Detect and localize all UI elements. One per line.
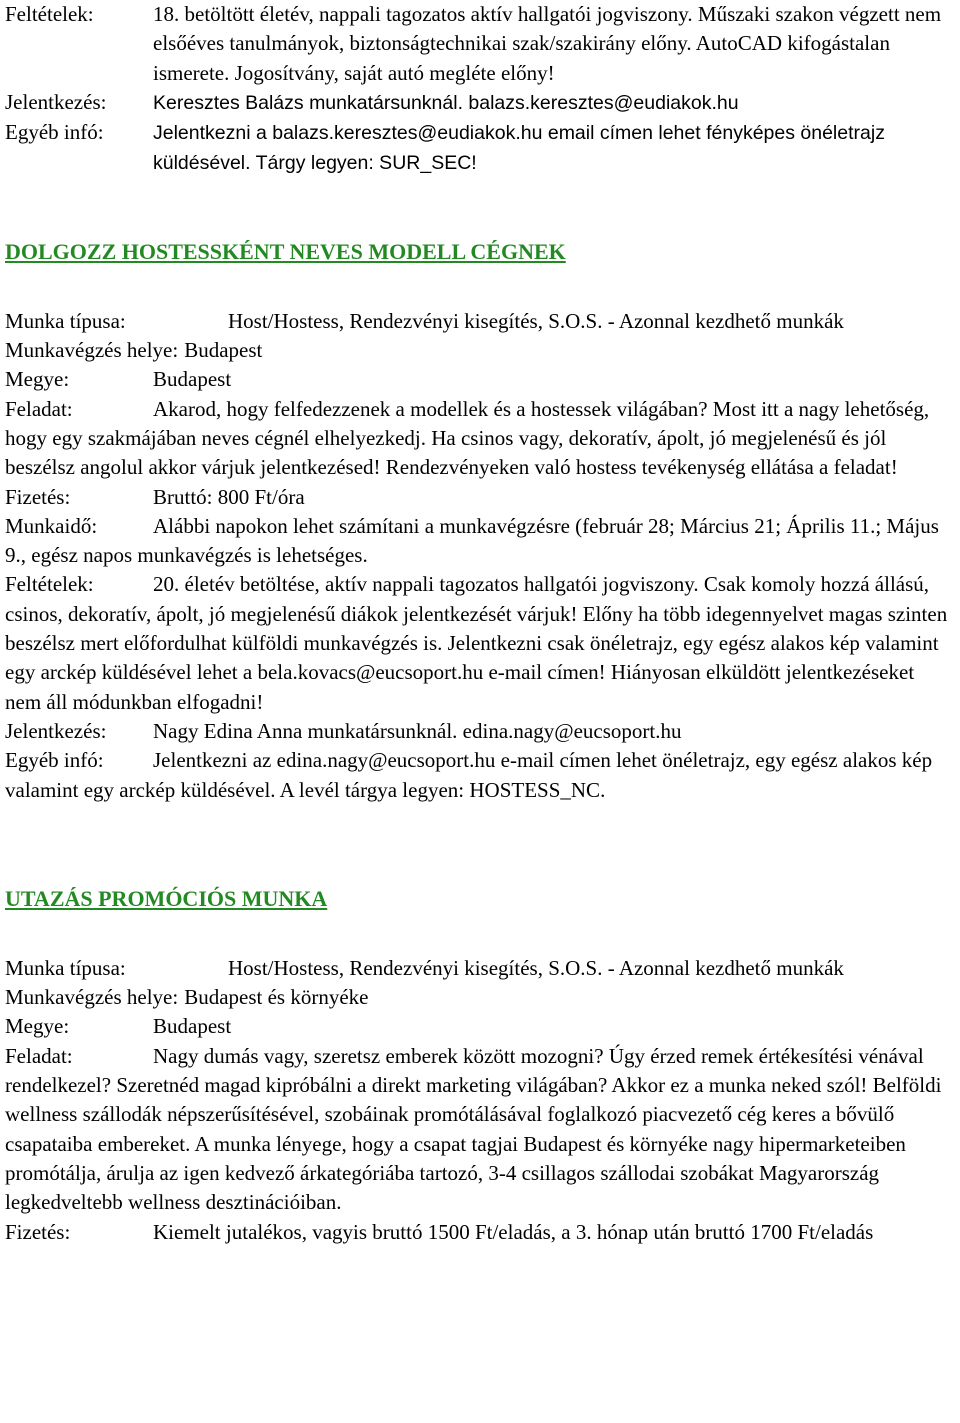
task-text: Nagy dumás vagy, szeretsz emberek között mozogni? Úgy érzed remek értékesítési vénával rendelkezel? Szeretnéd magad kipróbálni a direkt marketing világában? Akkor ez a munka neked szól! Belföldi wellness szállodák népszerűsítésével, szobáinak promótálásával foglalkozó piacvezető cég keres a bővülő csapataiba embereket. A munka lényege, hogy a csapat tagjai Budapest és környéke nagy hipermarketeiben promótálja, árulja az igen kedvező árkategóriába tartozó, 3-4 csillagos szállodai szobákat Magyarország legkedveltebb wellness desztinációiban. <box>5 1043 942 1215</box>
county-label: Megye: <box>5 367 70 392</box>
pay-label: Fizetés: <box>5 1219 71 1244</box>
job-type-text: Host/Hostess, Rendezvényi kisegítés, S.O.S. - Azonnal kezdhető munkák <box>228 308 844 333</box>
work-place-row <box>5 983 955 1012</box>
task-row <box>5 395 955 483</box>
other-info-row <box>5 118 955 179</box>
task-row <box>5 1042 955 1218</box>
task-label: Feladat: <box>5 396 73 421</box>
job-type-row <box>5 954 955 983</box>
work-time-row <box>5 512 955 571</box>
conditions-row <box>5 0 955 88</box>
job-title-link[interactable]: DOLGOZZ HOSTESSKÉNT NEVES MODELL CÉGNEK <box>5 238 566 264</box>
county-text: Budapest <box>153 1014 232 1039</box>
work-place-label: Munkavégzés helye: <box>5 338 179 363</box>
apply-row <box>5 88 955 118</box>
intro-job-section <box>5 0 955 179</box>
work-time-label: Munkaidő: <box>5 513 98 538</box>
task-text: Akarod, hogy felfedezzenek a modellek és a hostessek világában? Most itt a nagy lehetőség, hogy egy szakmájában neves cégnél elhelyezkedj. Ha csinos vagy, dekoratív, ápolt, jó megjelenésű és jól beszélsz angolul akkor várjuk jelentkezésed! Rendezvényeken való hostess tevékenység ellátása a feladat! <box>5 396 930 480</box>
document-page <box>5 0 955 1247</box>
apply-row <box>5 717 955 746</box>
job-type-label: Munka típusa: <box>5 308 126 333</box>
conditions-label: Feltételek: <box>5 572 94 597</box>
conditions-row <box>5 570 955 716</box>
conditions-label: Feltételek: <box>5 2 94 26</box>
apply-text: Keresztes Balázs munkatársunknál. balazs.keresztes@eudiakok.hu <box>153 91 739 114</box>
other-info-text: Jelentkezni a balazs.keresztes@eudiakok.hu email címen lehet fényképes önéletrajz küldésével. Tárgy legyen: SUR_SEC! <box>153 122 885 175</box>
pay-row <box>5 1218 955 1247</box>
other-info-text: Jelentkezni az edina.nagy@eucsoport.hu e-mail címen lehet önéletrajz, egy egész alakos kép valamint egy arckép küldésével. A levél tárgya legyen: HOSTESS_NC. <box>5 748 933 802</box>
work-place-text: Budapest <box>184 338 263 363</box>
county-label: Megye: <box>5 1014 70 1039</box>
work-place-row <box>5 336 955 365</box>
task-label: Feladat: <box>5 1043 73 1068</box>
job-type-label: Munka típusa: <box>5 955 126 980</box>
other-info-label: Egyéb infó: <box>5 748 104 773</box>
pay-label: Fizetés: <box>5 484 71 509</box>
work-time-text: Alábbi napokon lehet számítani a munkavégzésre (február 28; Március 21; Április 11.; Május 9., egész napos munkavégzés is lehetséges. <box>5 513 939 568</box>
job-hostess-section <box>5 237 955 805</box>
conditions-text: 18. betöltött életév, nappali tagozatos aktív hallgatói jogviszony. Műszaki szakon végzett nem elsőéves tanulmányok, biztonságtechnikai szak/szakirány előny. AutoCAD kifogástalan ismerete. Jogosítvány, saját autó megléte előny! <box>153 2 942 85</box>
pay-text: Bruttó: 800 Ft/óra <box>153 484 305 509</box>
conditions-text: 20. életév betöltése, aktív nappali tagozatos hallgatói jogviszony. Csak komoly hozzá állású, csinos, dekoratív, ápolt, jó megjelenésű diákok jelentkezését várjuk! Előny ha több idegennyelvet magas szinten beszélsz mert előfordulhat külföldi munkavégzés is. Jelentkezni csak önéletrajz, egy egész alakos kép valamint egy arckép küldésével lehet a bela.kovacs@eucsoport.hu e-mail címen! Hiányosan elküldött jelentkezéseket nem áll módunkban elfogadni! <box>5 572 948 714</box>
county-text: Budapest <box>153 367 232 392</box>
job-type-text: Host/Hostess, Rendezvényi kisegítés, S.O.S. - Azonnal kezdhető munkák <box>228 955 844 980</box>
county-row <box>5 365 955 394</box>
other-info-row <box>5 746 955 805</box>
work-place-label: Munkavégzés helye: <box>5 985 179 1010</box>
pay-row <box>5 483 955 512</box>
pay-text: Kiemelt jutalékos, vagyis bruttó 1500 Ft/eladás, a 3. hónap után bruttó 1700 Ft/eladás <box>153 1219 874 1244</box>
job-title-link[interactable]: UTAZÁS PROMÓCIÓS MUNKA <box>5 885 328 911</box>
apply-label: Jelentkezés: <box>5 89 107 114</box>
apply-label: Jelentkezés: <box>5 718 107 743</box>
apply-text: Nagy Edina Anna munkatársunknál. edina.nagy@eucsoport.hu <box>153 718 682 743</box>
job-travel-promo-section <box>5 884 955 1247</box>
job-type-row <box>5 307 955 336</box>
other-info-label: Egyéb infó: <box>5 120 104 145</box>
county-row <box>5 1012 955 1041</box>
work-place-text: Budapest és környéke <box>184 985 369 1010</box>
